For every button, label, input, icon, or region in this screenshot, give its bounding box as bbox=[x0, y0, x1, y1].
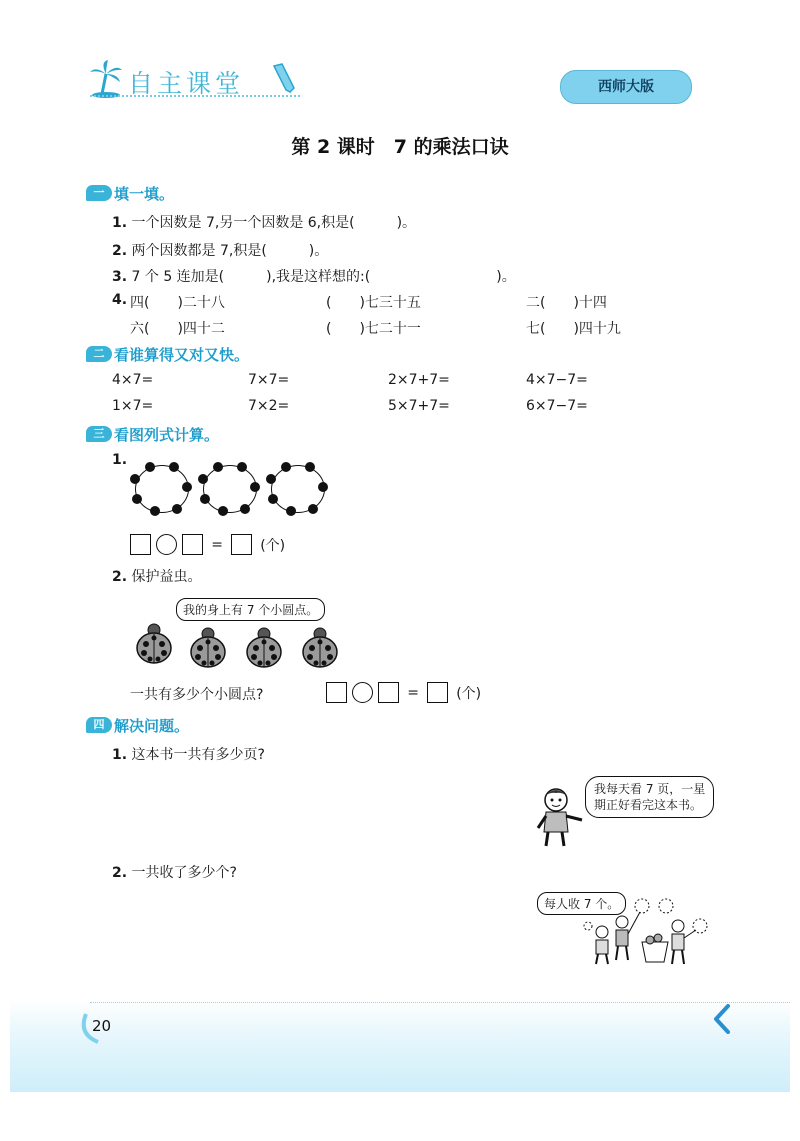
palm-tree-icon bbox=[88, 60, 124, 98]
dot-group bbox=[132, 462, 192, 516]
chevron-left-icon[interactable] bbox=[712, 1004, 732, 1034]
bubble-line: 期正好看完这本书。 bbox=[594, 798, 703, 812]
question-number: 2. bbox=[112, 243, 128, 259]
question-number: 1. bbox=[112, 215, 128, 231]
section-4-heading bbox=[86, 714, 189, 736]
calc-item: 7×7= bbox=[248, 372, 290, 388]
question-number: 3. bbox=[112, 269, 128, 285]
rhyme-item: 七( )四十九 bbox=[526, 321, 621, 337]
ladybug-icon bbox=[132, 622, 176, 666]
answer-box[interactable] bbox=[378, 682, 399, 703]
question-text: 一共收了多少个? bbox=[131, 865, 237, 881]
question-4-1 bbox=[112, 744, 265, 764]
question-4-2 bbox=[112, 862, 237, 882]
question-number: 1. bbox=[112, 452, 128, 468]
unit-label: (个) bbox=[456, 685, 482, 702]
dot-group bbox=[268, 462, 328, 516]
section-badge: 一 bbox=[86, 185, 112, 201]
rhyme-item: 二( )十四 bbox=[526, 295, 607, 311]
header-divider bbox=[90, 95, 300, 97]
section-3-heading bbox=[86, 423, 219, 445]
ladybug-icon bbox=[242, 626, 286, 670]
section-title: 看图列式计算。 bbox=[114, 425, 220, 444]
question-text: 7 个 5 连加是( ),我是这样想的:( )。 bbox=[131, 269, 516, 285]
answer-box[interactable] bbox=[182, 534, 203, 555]
unit-label: (个) bbox=[260, 537, 286, 554]
section-badge: 四 bbox=[86, 717, 112, 733]
footer-divider bbox=[90, 1002, 790, 1003]
pencil-icon bbox=[270, 62, 296, 94]
bubble-line: 我每天看 7 页，一星 bbox=[594, 782, 706, 796]
section-2-heading bbox=[86, 343, 249, 365]
rhyme-item: ( )七二十一 bbox=[326, 321, 421, 337]
question-number: 4. bbox=[112, 292, 128, 308]
lesson-title: 第 2 课时 7 的乘法口诀 bbox=[291, 136, 509, 158]
page-footer bbox=[10, 1000, 790, 1092]
question-1-1 bbox=[112, 212, 416, 232]
series-title: 自主课堂 bbox=[128, 69, 245, 98]
rhyme-item: 四( )二十八 bbox=[130, 295, 225, 311]
ladybug-icon bbox=[186, 626, 230, 670]
rhyme-item: 六( )四十二 bbox=[130, 321, 225, 337]
dot-group bbox=[200, 462, 260, 516]
edition-badge: 西师大版 bbox=[560, 70, 692, 104]
question-text: 这本书一共有多少页? bbox=[131, 747, 265, 763]
operator-circle[interactable] bbox=[352, 682, 373, 703]
operator-circle[interactable] bbox=[156, 534, 177, 555]
question-text: 保护益虫。 bbox=[131, 569, 202, 585]
calc-item: 7×2= bbox=[248, 398, 290, 414]
section-title: 填一填。 bbox=[114, 184, 175, 203]
answer-box[interactable] bbox=[130, 534, 151, 555]
section-badge: 三 bbox=[86, 426, 112, 442]
answer-box[interactable] bbox=[427, 682, 448, 703]
answer-box[interactable] bbox=[326, 682, 347, 703]
question-3-2-prompt: 一共有多少个小圆点? bbox=[130, 687, 264, 703]
question-text: 两个因数都是 7,积是( )。 bbox=[131, 243, 329, 259]
ladybug-icon bbox=[298, 626, 342, 670]
question-number: 2. bbox=[112, 865, 128, 881]
calc-item: 2×7+7= bbox=[388, 372, 450, 388]
calc-item: 5×7+7= bbox=[388, 398, 450, 414]
question-1-2 bbox=[112, 240, 328, 260]
section-title: 看谁算得又对又快。 bbox=[114, 345, 250, 364]
speech-bubble: 每人收 7 个。 bbox=[537, 892, 626, 915]
calc-item: 1×7= bbox=[112, 398, 154, 414]
question-number: 1. bbox=[112, 747, 128, 763]
section-badge: 二 bbox=[86, 346, 112, 362]
answer-box[interactable] bbox=[231, 534, 252, 555]
equation-3-1 bbox=[130, 534, 288, 555]
equation-3-2 bbox=[326, 682, 484, 703]
rhyme-item: ( )七三十五 bbox=[326, 295, 421, 311]
children-illustration bbox=[582, 896, 712, 966]
question-1-4-number bbox=[112, 292, 127, 308]
section-title: 解决问题。 bbox=[114, 716, 190, 735]
equals-sign: = bbox=[211, 536, 224, 553]
calc-item: 4×7−7= bbox=[526, 372, 588, 388]
question-1-3 bbox=[112, 266, 516, 286]
calc-item: 6×7−7= bbox=[526, 398, 588, 414]
question-3-2 bbox=[112, 566, 202, 586]
calc-item: 4×7= bbox=[112, 372, 154, 388]
section-1-heading bbox=[86, 182, 174, 204]
question-text: 一个因数是 7,另一个因数是 6,积是( )。 bbox=[131, 215, 417, 231]
question-3-1-number bbox=[112, 452, 127, 468]
question-number: 2. bbox=[112, 569, 128, 585]
equals-sign: = bbox=[407, 684, 420, 701]
speech-bubble bbox=[585, 776, 714, 818]
speech-bubble: 我的身上有 7 个小圆点。 bbox=[176, 598, 325, 621]
page-number: 20 bbox=[92, 1017, 112, 1035]
